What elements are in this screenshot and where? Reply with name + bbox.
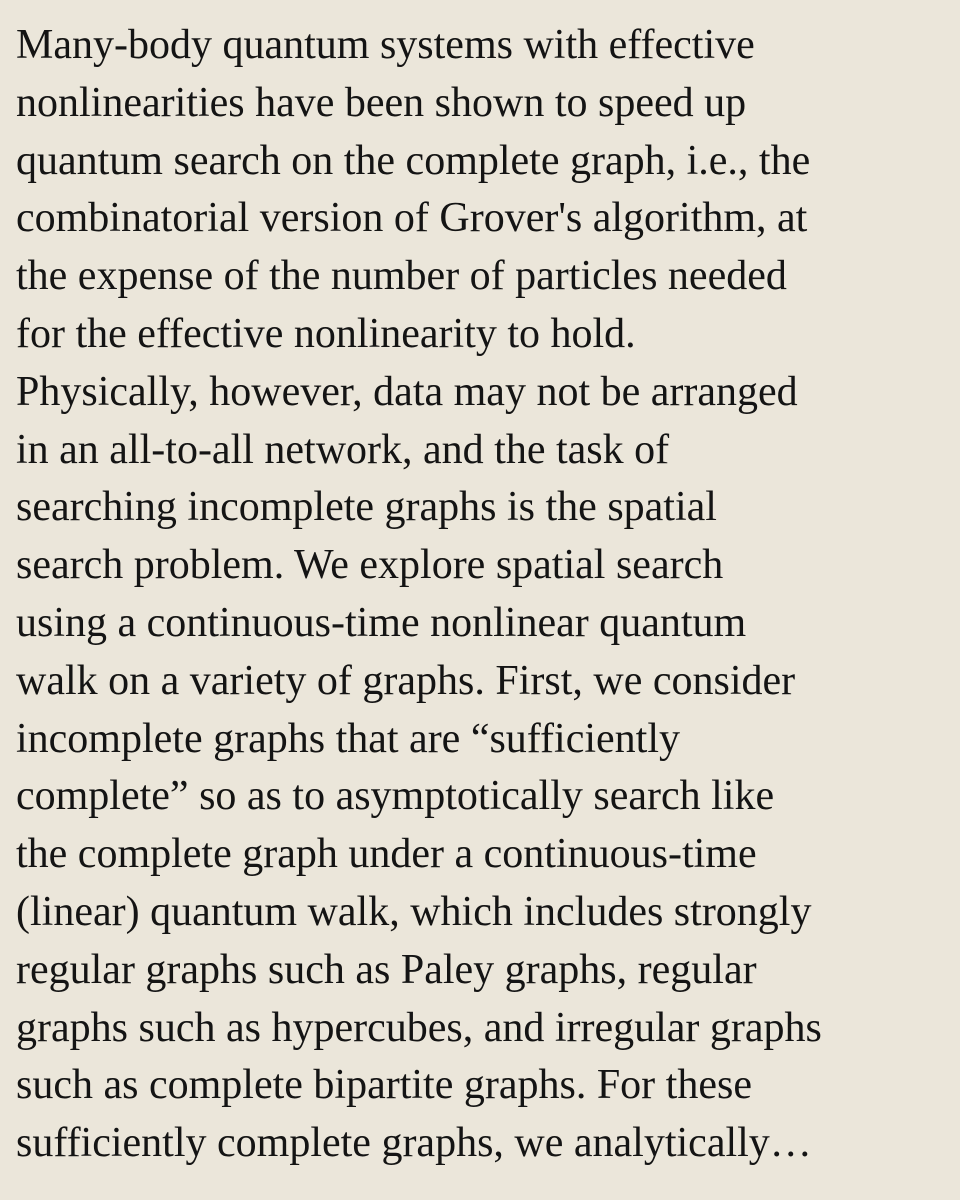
text-line: (linear) quantum walk, which includes strongly (16, 888, 812, 935)
text-line: nonlinearities have been shown to speed up (16, 79, 747, 126)
document-page (16, 17, 952, 1173)
text-line: for the effective nonlinearity to hold. (16, 310, 636, 357)
abstract-paragraph (16, 17, 952, 1173)
text-line: searching incomplete graphs is the spatial (16, 484, 717, 531)
text-line: combinatorial version of Grover's algorithm, at (16, 195, 808, 242)
text-line: Many-body quantum systems with effective (16, 22, 755, 68)
text-line: incomplete graphs that are “sufficiently (16, 715, 680, 762)
text-line: quantum search on the complete graph, i.e., the (16, 137, 811, 184)
text-line: regular graphs such as Paley graphs, regular (16, 946, 757, 993)
text-line: complete” so as to asymptotically search like (16, 773, 775, 820)
text-line: sufficiently complete graphs, we analytically… (16, 1120, 812, 1167)
text-line: the complete graph under a continuous-time (16, 831, 757, 878)
text-line: the expense of the number of particles needed (16, 253, 787, 300)
text-line: Physically, however, data may not be arranged (16, 368, 798, 415)
text-line: graphs such as hypercubes, and irregular graphs (16, 1004, 822, 1051)
text-line: using a continuous-time nonlinear quantum (16, 599, 747, 646)
text-line: walk on a variety of graphs. First, we consider (16, 657, 796, 704)
text-line: search problem. We explore spatial search (16, 542, 724, 589)
text-line: such as complete bipartite graphs. For these (16, 1062, 752, 1109)
text-line: in an all-to-all network, and the task of (16, 426, 670, 473)
